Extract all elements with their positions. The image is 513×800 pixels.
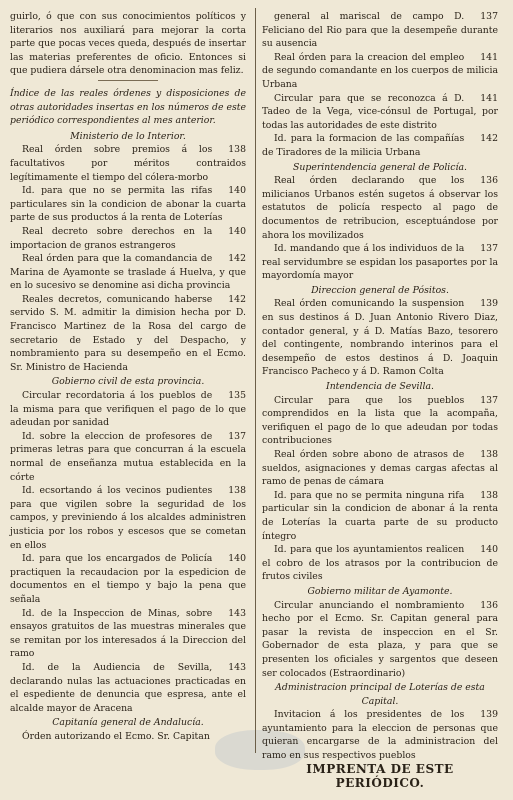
index-entry [262, 543, 498, 584]
entry-text: general al mariscal de campo D. Feliciano del Rio para que la desempeñe durante su ausencia [262, 11, 498, 50]
section-title: Capitanía general de Andalucía. [52, 717, 204, 729]
entry-text: Real órden para que la comandancia de Marina de Ayamonte se traslade á Huelva, y que en lo sucesivo se denomine asi dicha provincia [10, 253, 246, 292]
right-column [262, 10, 498, 763]
section-title: Superintendencia general de Policía. [293, 161, 467, 173]
page-number: 139 [480, 709, 498, 721]
section-title: Gobierno militar de Ayamonte. [307, 585, 453, 597]
index-entry [262, 708, 498, 762]
entry-text: Real órden sobre abono de atrasos de sueldos, asignaciones y demas cargas afectas al ramo de penas de cámara [262, 449, 498, 488]
entry-text: Reales decretos, comunicando haberse servido S. M. admitir la dimision hecha por D. Francisco Martinez de la Rosa del cargo de secretario de Estado y del Despacho, y nombramiento para su desempeño en el Ecmo. Sr. Ministro de Hacienda [10, 293, 246, 373]
index-entry [262, 10, 498, 51]
page-number: 138 [480, 489, 498, 501]
page-number: 137 [480, 11, 498, 22]
section-title: Administracion principal de Loterías de esta Capital. [275, 682, 485, 707]
section-title: Direccion general de Pósitos. [311, 284, 449, 296]
entry-text: Id. para que los encargados de Policía practiquen la recaudacion por la espedicion de documentos en el tiempo y bajo la pena que señala [10, 553, 246, 605]
page-number: 140 [228, 225, 246, 237]
entry-text: Real órden declarando que los milicianos Urbanos estén sugetos á observar los estatutos de policía respecto al pago de documentos de retribucion, esceptuándose por ahora los movilizados [262, 175, 498, 241]
entry-text: Id. para que no se permita las rifas particulares sin la condicion de abonar la cuarta parte de sus productos á la renta de Loterías [10, 185, 246, 224]
index-entry [10, 730, 246, 744]
index-entry [10, 252, 246, 293]
index-entry [262, 92, 498, 133]
entry-text: Órden autorizando el Ecmo. Sr. Capitan [22, 730, 210, 742]
index-entry [262, 297, 498, 379]
right-index-sections [262, 10, 498, 763]
entry-text: Real órden comunicando la suspension en sus destinos á D. Juan Antonio Rivero Diaz, contador general, y á D. Matías Bazo, tesorero del contingente, nombrando interinos para el desempeño de estos destinos á D. Joaquin Francisco Pacheco y á D. Ramon Colta [262, 298, 498, 378]
page-number: 143 [228, 661, 246, 673]
entry-text: Id. de la Audiencia de Sevilla, declarando nulas las actuaciones practicadas en el espediente de denuncia que espresa, ante el alcalde mayor de Aracena [10, 661, 246, 714]
entry-text: Id. para que los ayuntamientos realicen el cobro de los atrasos por la contribucion de frutos civiles [262, 544, 498, 583]
entry-text: Circular para que se reconozca á D. Tadeo de la Vega, vice-cónsul de Portugal, por todas las autoridades de este distrito [262, 92, 498, 131]
page-number: 137 [480, 394, 498, 406]
page-number: 141 [480, 92, 498, 104]
index-entry [10, 552, 246, 606]
entry-text: Id. de la Inspeccion de Minas, sobre ensayos gratuitos de las muestras minerales que se remitan por los interesados á la Direccion del ramo [10, 607, 246, 660]
section-title: Intendencia de Sevilla. [326, 381, 434, 393]
entry-text: Id. sobre la eleccion de profesores de primeras letras para que concurran á la escuela normal de enseñanza mutua establecida en la córte [10, 430, 246, 483]
page-number: 140 [228, 185, 246, 197]
entry-text: Real órden sobre premios á los facultativos por méritos contraidos legítimamente el tiempo del cólera-morbo [10, 144, 246, 183]
page-number: 138 [480, 449, 498, 460]
page-number: 138 [228, 485, 246, 497]
section-title: Ministerio de lo Interior. [70, 130, 186, 142]
left-column [10, 10, 246, 743]
left-index-sections [10, 130, 246, 744]
entry-text: Id. para la formacion de las compañías de Tiradores de la milicia Urbana [262, 133, 465, 158]
index-entry [10, 430, 246, 484]
index-entry [10, 143, 246, 184]
index-entry [10, 607, 246, 661]
entry-text: Circular anunciando el nombramiento hecho por el Ecmo. Sr. Capitan general para pasar la revista de inspeccion en el Sr. Gobernador de esta plaza, y para que se presenten los oficiales y sargentos que deseen ser colocados (Estraordinario) [262, 599, 498, 679]
page-number: 136 [480, 175, 498, 187]
index-heading: Índice de las reales órdenes y disposiciones de otras autoridades insertas en los números de este periódico correspondientes al mes anterior. [10, 87, 246, 127]
page-number: 140 [480, 544, 498, 556]
entry-text: Id. para que no se permita ninguna rifa particular sin la condicion de abonar á la renta de Loterías la cuarta parte de su producto íntegro [262, 489, 498, 542]
entry-text: Circular para que los pueblos comprendidos en la lista que la acompaña, verifiquen el pago de lo que adeudan por todas contribuciones [262, 394, 498, 447]
entry-text: Invitacion á los presidentes de los ayuntamiento para la eleccion de personas que quieran encargarse de la administracion del ramo en sus respectivos pueblos [262, 709, 498, 762]
index-entry [262, 132, 498, 159]
index-entry [10, 389, 246, 430]
printer-imprint: IMPRENTA DE ESTE PERIÓDICO. [306, 762, 454, 790]
index-entry [10, 184, 246, 225]
index-entry [262, 242, 498, 283]
index-entry [262, 174, 498, 242]
page-number: 138 [228, 144, 246, 156]
page-number: 142 [480, 133, 498, 145]
index-entry [262, 599, 498, 681]
entry-text: Real decreto sobre derechos en la importacion de granos estrangeros [10, 225, 213, 251]
column-divider [255, 8, 256, 753]
entry-text: Circular recordatoria á los pueblos de la misma para que verifiquen el pago de lo que adeudan por sanidad [10, 390, 246, 429]
page-number: 137 [480, 243, 498, 255]
index-entry [262, 51, 498, 92]
index-entry [10, 225, 246, 252]
page-number: 142 [228, 293, 246, 305]
section-title: Gobierno civil de esta provincia. [51, 376, 205, 388]
separator [98, 80, 158, 81]
intro-paragraph: guirlo, ó que con sus conocimientos políticos y literarios nos auxiliará para mejorar la corta parte que pocas veces queda, después de insertar las materias preferentes de oficio. Entonces si que pudiera dársele otra denominacion mas feliz. [10, 11, 246, 77]
page-number: 142 [228, 253, 246, 265]
index-entry [10, 484, 246, 552]
index-entry [262, 448, 498, 489]
page-number: 140 [228, 553, 246, 565]
page-number: 139 [480, 298, 498, 310]
entry-text: Id. ecsortando á los vecinos pudientes para que vigilen sobre la seguridad de los campos, y previniendo á los alcaldes administren justicia por los robos y escesos que se cometan en ellos [10, 485, 246, 551]
page-number: 135 [228, 390, 246, 402]
page-number: 136 [480, 599, 498, 611]
page-number: 137 [228, 430, 246, 442]
entry-text: Id. mandando que á los individuos de la real servidumbre se espidan los pasaportes por la mayordomía mayor [262, 243, 498, 282]
entry-text: Real órden para la creacion del empleo de segundo comandante en los cuerpos de milicia Urbana [262, 51, 498, 90]
index-entry [10, 661, 246, 715]
page-number: 141 [480, 51, 498, 63]
index-entry [262, 394, 498, 448]
index-entry [262, 489, 498, 543]
index-entry [10, 293, 246, 375]
page-number: 143 [228, 607, 246, 619]
